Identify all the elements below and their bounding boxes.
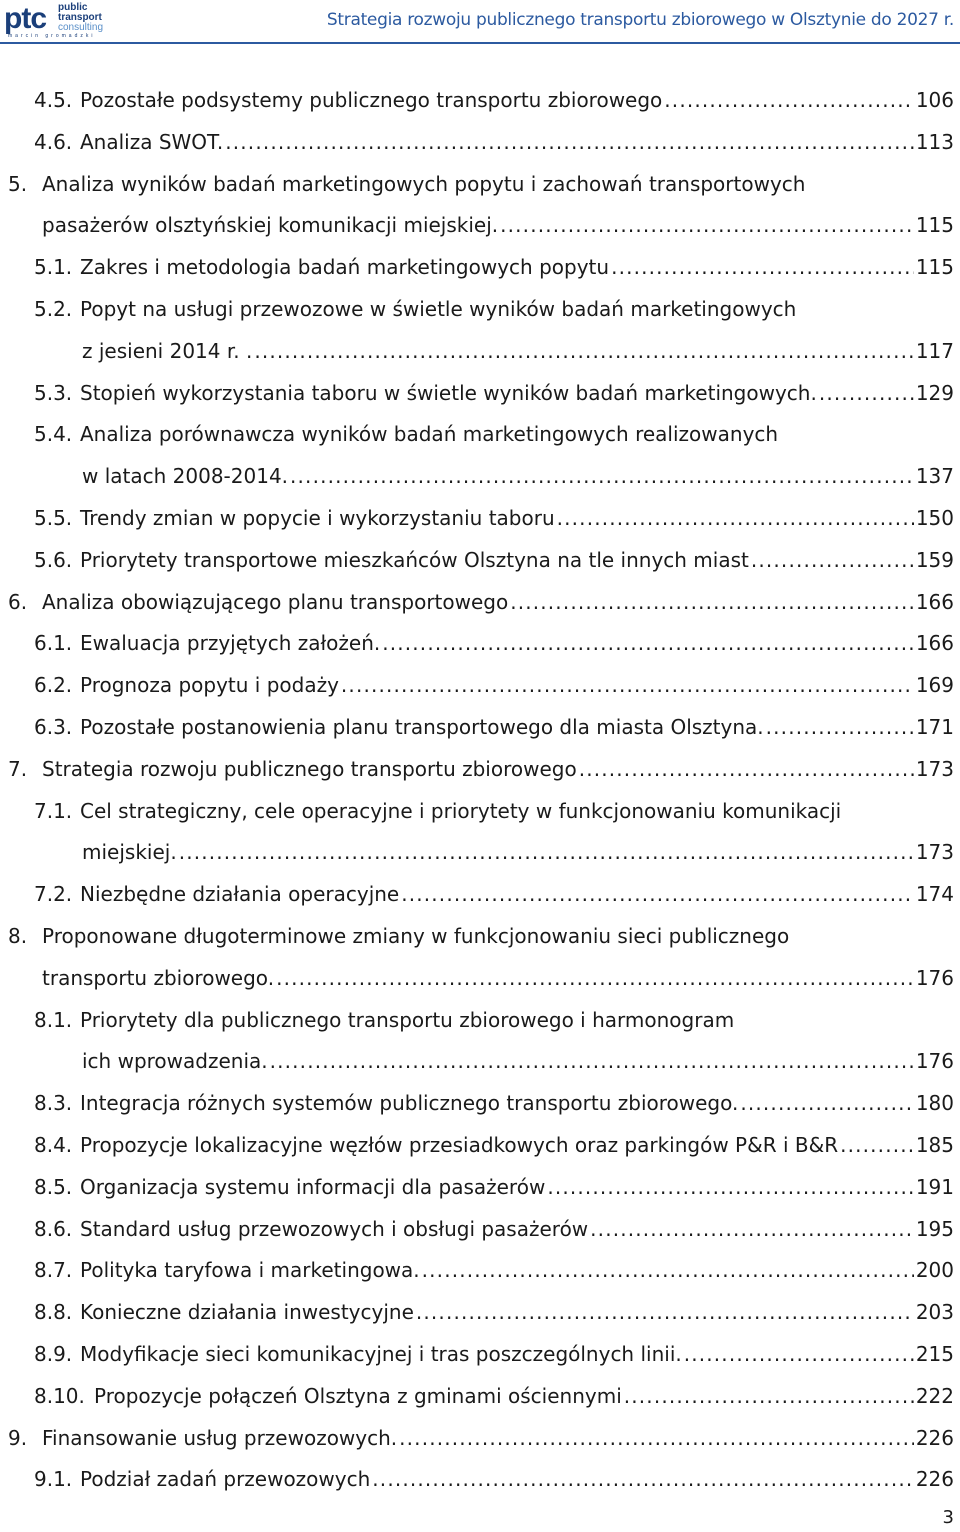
toc-number: 8.7. bbox=[34, 1258, 73, 1283]
toc-number: 5.6. bbox=[34, 547, 73, 572]
page-header bbox=[0, 0, 960, 44]
toc-entry[interactable] bbox=[34, 1255, 954, 1285]
toc-number: 9. bbox=[8, 1425, 28, 1450]
toc-title: Konieczne działania inwestycyjne bbox=[80, 1300, 414, 1325]
toc-title: Priorytety transportowe mieszkańców Olsztyna na tle innych miast bbox=[80, 547, 749, 572]
toc-leader bbox=[579, 754, 914, 784]
toc-entry[interactable] bbox=[34, 879, 954, 909]
toc-title: Zakres i metodologia badań marketingowych popytu bbox=[80, 255, 610, 280]
toc-title: Analiza wyników badań marketingowych popytu i zachowań transportowych bbox=[42, 171, 806, 196]
toc-page: 166 bbox=[915, 589, 954, 614]
toc-leader bbox=[276, 963, 914, 993]
toc-leader bbox=[401, 879, 914, 909]
toc-page: 173 bbox=[915, 756, 954, 781]
toc-number: 5.3. bbox=[34, 380, 73, 405]
toc-leader bbox=[740, 1088, 913, 1118]
toc-page: 129 bbox=[915, 380, 954, 405]
toc-entry[interactable] bbox=[42, 963, 954, 993]
toc-page: 195 bbox=[915, 1216, 954, 1241]
toc-title: Ewaluacja przyjętych założeń. bbox=[80, 631, 381, 656]
toc-leader bbox=[840, 1130, 914, 1160]
toc-number: 5. bbox=[8, 171, 28, 196]
toc-title: Strategia rozwoju publicznego transportu zbiorowego bbox=[42, 756, 577, 781]
toc-page: 226 bbox=[915, 1467, 954, 1492]
toc-number: 4.5. bbox=[34, 88, 73, 112]
toc-page: 215 bbox=[915, 1342, 954, 1366]
toc-entry[interactable] bbox=[34, 252, 954, 282]
toc-title: Trendy zmian w popycie i wykorzystaniu taboru bbox=[80, 506, 555, 530]
toc-leader bbox=[819, 378, 914, 408]
toc-page: 180 bbox=[915, 1091, 954, 1116]
toc-leader bbox=[751, 545, 914, 575]
toc-entry[interactable] bbox=[34, 503, 954, 533]
toc-title: Pozostałe postanowienia planu transportowego dla miasta Olsztyna. bbox=[80, 715, 764, 739]
toc-number: 5.5. bbox=[34, 506, 73, 530]
toc-number: 8. bbox=[8, 924, 28, 948]
toc-leader bbox=[611, 252, 914, 282]
toc-page: 173 bbox=[915, 840, 954, 865]
toc-title: miejskiej. bbox=[82, 840, 177, 865]
toc-number: 8.4. bbox=[34, 1133, 73, 1157]
ptc-logo bbox=[4, 2, 134, 38]
toc-page: 169 bbox=[915, 673, 954, 698]
logo-mark: ptc bbox=[4, 2, 46, 35]
toc-number: 5.1. bbox=[34, 255, 73, 280]
toc-number: 8.9. bbox=[34, 1342, 73, 1366]
toc-entry[interactable] bbox=[82, 1046, 954, 1076]
toc-page: 176 bbox=[915, 965, 954, 990]
toc-number: 8.1. bbox=[34, 1007, 73, 1032]
toc-title: Proponowane długoterminowe zmiany w funkcjonowaniu sieci publicznego bbox=[42, 924, 790, 948]
toc-entry[interactable] bbox=[82, 837, 954, 867]
toc-entry[interactable] bbox=[8, 169, 954, 199]
toc-page: 117 bbox=[915, 338, 954, 363]
toc-number: 7. bbox=[8, 756, 28, 781]
toc-title: Analiza obowiązującego planu transportowego bbox=[42, 589, 509, 614]
toc-title: Finansowanie usług przewozowych. bbox=[42, 1425, 398, 1450]
toc-title: Polityka taryfowa i marketingowa. bbox=[80, 1258, 420, 1283]
toc-entry[interactable] bbox=[8, 587, 954, 617]
toc-page: 176 bbox=[915, 1049, 954, 1074]
toc-page: 171 bbox=[915, 715, 954, 739]
toc-page: 174 bbox=[915, 882, 954, 907]
toc-number: 5.4. bbox=[34, 422, 73, 447]
toc-title: Cel strategiczny, cele operacyjne i priorytety w funkcjonowaniu komunikacji bbox=[80, 798, 842, 823]
toc-page: 191 bbox=[915, 1174, 954, 1199]
toc-leader bbox=[510, 587, 914, 617]
toc-title: Analiza SWOT. bbox=[80, 129, 224, 154]
toc-entry[interactable] bbox=[8, 921, 954, 951]
toc-title: z jesieni 2014 r. . bbox=[82, 338, 253, 363]
toc-title: Prognoza popytu i podaży bbox=[80, 673, 339, 698]
toc-leader bbox=[422, 1255, 914, 1285]
toc-leader bbox=[372, 1464, 914, 1494]
toc-leader bbox=[500, 210, 914, 240]
header-divider bbox=[0, 42, 960, 44]
toc-leader bbox=[270, 1046, 914, 1076]
document-title: Strategia rozwoju publicznego transportu zbiorowego w Olsztynie do 2027 r. bbox=[326, 10, 954, 30]
toc-number: 6.1. bbox=[34, 631, 73, 656]
toc-entry[interactable] bbox=[34, 670, 954, 700]
toc-entry[interactable] bbox=[42, 210, 954, 240]
toc-title: Propozycje lokalizacyjne węzłów przesiadkowych oraz parkingów P&R i B&R bbox=[80, 1133, 839, 1157]
toc-page: 106 bbox=[915, 88, 954, 112]
toc-entry[interactable] bbox=[34, 628, 954, 658]
toc-number: 4.6. bbox=[34, 129, 73, 154]
toc-title: Niezbędne działania operacyjne bbox=[80, 882, 400, 907]
toc-number: 8.5. bbox=[34, 1174, 73, 1199]
toc-number: 9.1. bbox=[34, 1467, 73, 1492]
toc-leader bbox=[399, 1423, 914, 1453]
toc-title: Organizacja systemu informacji dla pasażerów bbox=[80, 1174, 546, 1199]
toc-entry[interactable] bbox=[34, 712, 954, 742]
toc-entry[interactable] bbox=[34, 545, 954, 575]
toc-title: pasażerów olsztyńskiej komunikacji miejskiej. bbox=[42, 213, 499, 238]
toc-page: 185 bbox=[915, 1133, 954, 1157]
toc-entry[interactable] bbox=[34, 1297, 954, 1327]
toc-number: 6.3. bbox=[34, 715, 73, 739]
toc-leader bbox=[624, 1381, 914, 1411]
toc-leader bbox=[684, 1339, 914, 1369]
toc-leader bbox=[557, 503, 914, 533]
logo-subtitle: marcin gromadzki bbox=[8, 33, 96, 39]
toc-entry[interactable] bbox=[8, 1423, 954, 1453]
toc-entry[interactable] bbox=[34, 1130, 954, 1160]
toc-number: 8.8. bbox=[34, 1300, 73, 1325]
toc-entry[interactable] bbox=[34, 1005, 954, 1035]
toc-leader bbox=[416, 1297, 914, 1327]
toc-page: 115 bbox=[915, 213, 954, 238]
toc-title: Standard usług przewozowych i obsługi pasażerów bbox=[80, 1216, 589, 1241]
toc-page: 115 bbox=[915, 255, 954, 280]
toc-page: 113 bbox=[915, 129, 954, 154]
toc-title: transportu zbiorowego. bbox=[42, 965, 275, 990]
toc-leader bbox=[290, 461, 914, 491]
toc-entry[interactable] bbox=[34, 1214, 954, 1244]
toc-entry[interactable] bbox=[34, 1172, 954, 1202]
toc-title: Integracja różnych systemów publicznego transportu zbiorowego. bbox=[80, 1091, 739, 1116]
page-number: 3 bbox=[942, 1507, 954, 1528]
toc-number: 6.2. bbox=[34, 673, 73, 698]
toc-page: 137 bbox=[915, 464, 954, 489]
toc-number: 6. bbox=[8, 589, 28, 614]
toc-title: Pozostałe podsystemy publicznego transportu zbiorowego bbox=[80, 88, 663, 112]
toc-leader bbox=[547, 1172, 914, 1202]
toc-leader bbox=[766, 712, 914, 742]
toc-entry[interactable] bbox=[34, 378, 954, 408]
toc-page: 226 bbox=[915, 1425, 954, 1450]
toc-leader bbox=[225, 127, 914, 157]
toc-entry[interactable] bbox=[34, 127, 954, 157]
toc-entry[interactable] bbox=[34, 796, 954, 826]
toc-page: 200 bbox=[915, 1258, 954, 1283]
toc-title: Popyt na usługi przewozowe w świetle wyników badań marketingowych bbox=[80, 297, 797, 321]
toc-leader bbox=[254, 336, 914, 366]
toc-leader bbox=[179, 837, 914, 867]
toc-leader bbox=[590, 1214, 914, 1244]
toc-title: Modyfikacje sieci komunikacyjnej i tras poszczególnych linii. bbox=[80, 1342, 682, 1366]
toc-entry[interactable] bbox=[8, 754, 954, 784]
toc-leader bbox=[382, 628, 914, 658]
toc-number: 7.1. bbox=[34, 798, 73, 823]
toc-entry[interactable] bbox=[34, 1464, 954, 1494]
toc-entry[interactable] bbox=[34, 1088, 954, 1118]
toc-page: 159 bbox=[915, 547, 954, 572]
toc-page: 166 bbox=[915, 631, 954, 656]
toc-number: 8.3. bbox=[34, 1091, 73, 1116]
toc-title: Analiza porównawcza wyników badań marketingowych realizowanych bbox=[80, 422, 779, 447]
toc-title: Priorytety dla publicznego transportu zbiorowego i harmonogram bbox=[80, 1007, 735, 1032]
toc-number: 5.2. bbox=[34, 297, 73, 321]
toc-page: 222 bbox=[915, 1383, 954, 1408]
toc-page: 150 bbox=[915, 506, 954, 530]
toc-entry[interactable] bbox=[34, 85, 954, 115]
toc-title: w latach 2008-2014. bbox=[82, 464, 289, 489]
toc-number: 8.6. bbox=[34, 1216, 73, 1241]
toc-leader bbox=[664, 85, 914, 115]
toc-title: ich wprowadzenia. bbox=[82, 1049, 268, 1074]
toc-entry[interactable] bbox=[34, 1339, 954, 1369]
toc-leader bbox=[341, 670, 914, 700]
toc-title: Stopień wykorzystania taboru w świetle wyników badań marketingowych. bbox=[80, 380, 817, 405]
toc-entry[interactable] bbox=[34, 419, 954, 449]
toc-entry[interactable] bbox=[34, 1381, 954, 1411]
toc-entry[interactable] bbox=[82, 336, 954, 366]
toc-page: 203 bbox=[915, 1300, 954, 1325]
toc-number: 7.2. bbox=[34, 882, 73, 907]
toc-title: Propozycje połączeń Olsztyna z gminami ościennymi bbox=[94, 1383, 622, 1408]
toc-number: 8.10. bbox=[34, 1383, 85, 1408]
toc-entry[interactable] bbox=[34, 294, 954, 324]
toc-title: Podział zadań przewozowych bbox=[80, 1467, 371, 1492]
toc-entry[interactable] bbox=[82, 461, 954, 491]
logo-wordmark: public transport consulting bbox=[58, 2, 104, 33]
